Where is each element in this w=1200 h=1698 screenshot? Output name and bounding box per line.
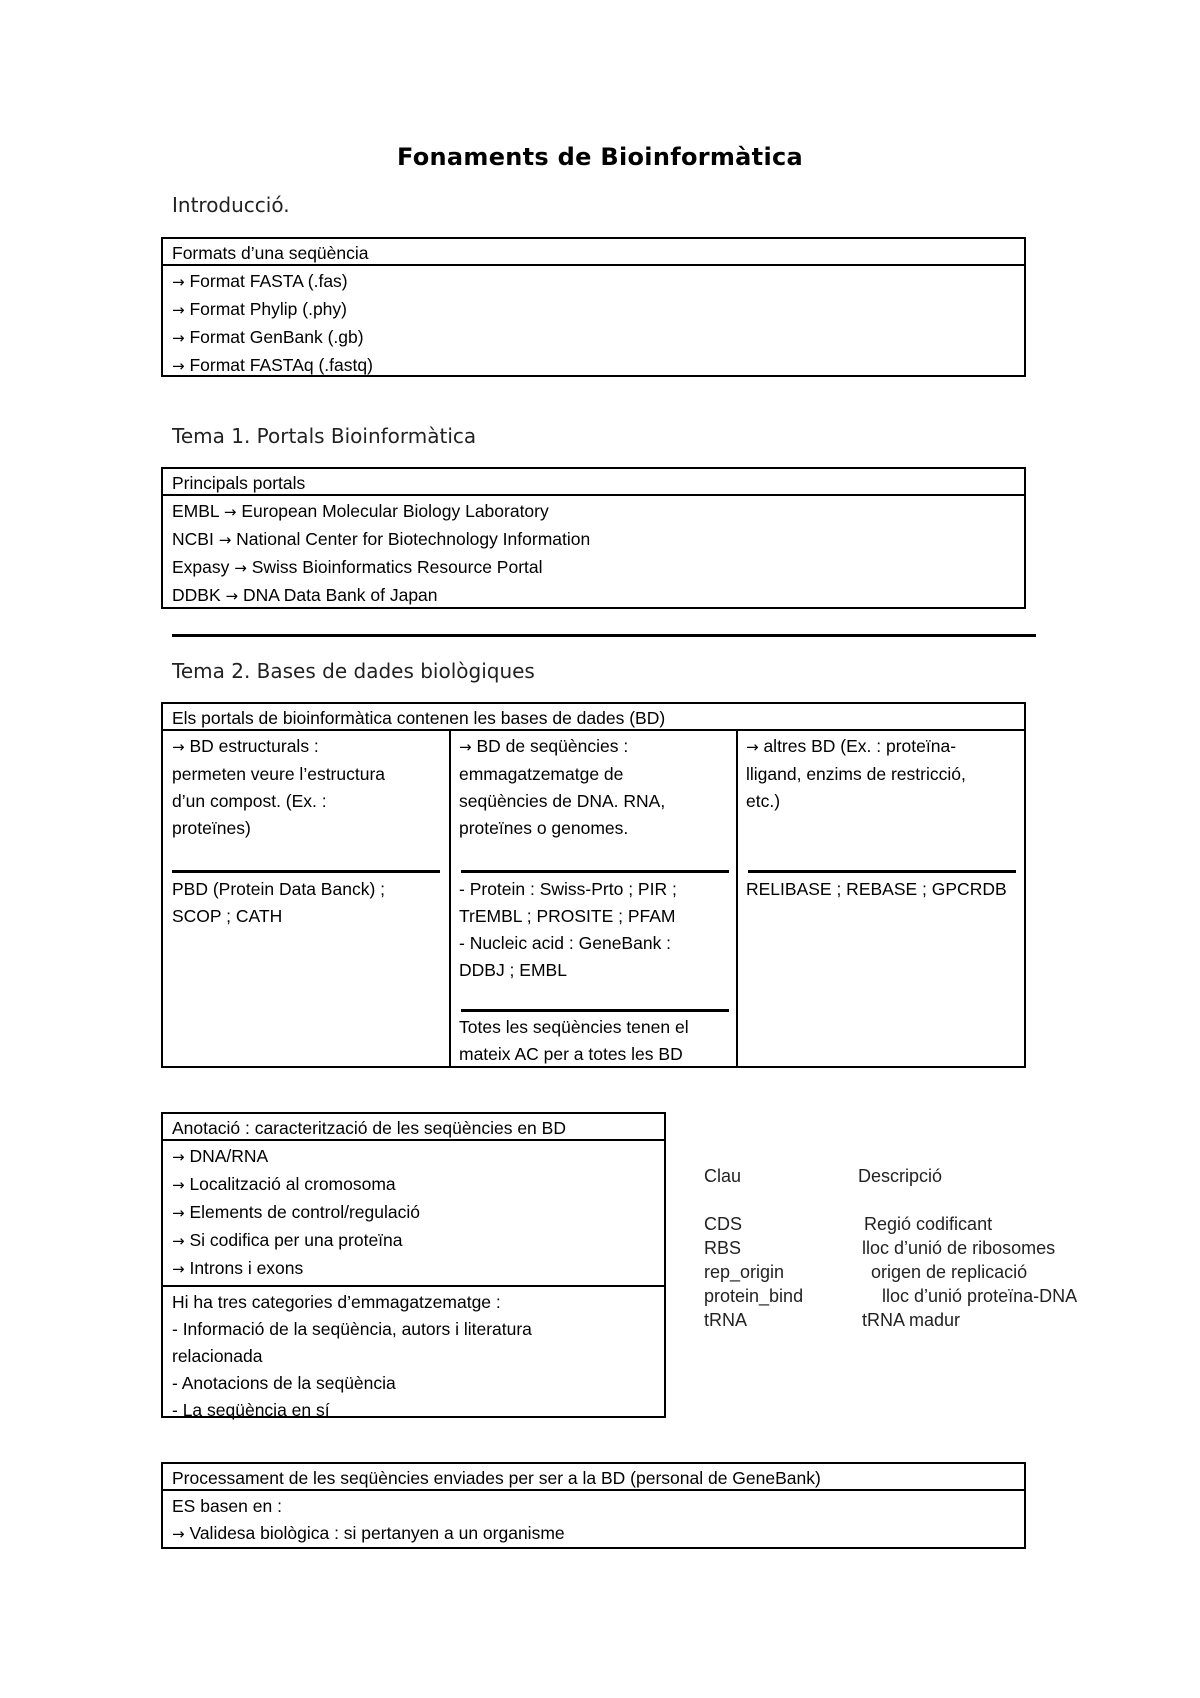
cell-divider <box>748 870 1016 873</box>
bd-col-structural-examples: PBD (Protein Data Banck) ; SCOP ; CATH <box>172 879 385 926</box>
tema1-heading: Tema 1. Portals Bioinformàtica <box>172 424 477 448</box>
bd-col-other: → altres BD (Ex. : proteïna- lligand, enzims de restricció, etc.) <box>746 736 966 811</box>
processing-box-header: Processament de les seqüències enviades per ser a la BD (personal de GeneBank) <box>163 1464 1024 1491</box>
cell-divider <box>172 870 440 873</box>
arrow-right-icon: → <box>172 357 185 375</box>
arrow-right-icon: → <box>223 503 237 521</box>
arrow-right-icon: → <box>172 1204 185 1222</box>
arrow-right-icon: → <box>172 1525 185 1543</box>
list-item: Expasy → Swiss Bioinformatics Resource Portal <box>172 557 543 577</box>
list-item: → Format FASTA (.fas) <box>172 271 348 291</box>
arrow-right-icon: → <box>459 738 472 756</box>
section-divider <box>172 634 1036 637</box>
list-item: → Validesa biològica : si pertanyen a un organisme <box>172 1523 565 1543</box>
arrow-right-icon: → <box>172 1232 185 1250</box>
bd-box <box>161 702 1026 1068</box>
arrow-right-icon: → <box>172 329 185 347</box>
arrow-right-icon: → <box>218 531 232 549</box>
list-item: → Format GenBank (.gb) <box>172 327 364 347</box>
key-cell: protein_bind <box>704 1286 804 1306</box>
keys-header-key: Clau <box>704 1166 742 1186</box>
bd-col-sequences-examples: - Protein : Swiss-Prto ; PIR ; TrEMBL ; PROSITE ; PFAM - Nucleic acid : GeneBank : DDBJ ; EMBL <box>459 879 677 980</box>
annotation-categories: Hi ha tres categories d’emmagatzematge : - Informació de la seqüència, autors i literatura relacionada - Anotacions de la seqüència - La seqüència en sí <box>163 1287 664 1426</box>
arrow-right-icon: → <box>225 587 239 605</box>
annotation-box-header: Anotació : caracterització de les seqüències en BD <box>163 1114 664 1141</box>
bd-col-structural: → BD estructurals : permeten veure l’estructura d’un compost. (Ex. : proteïnes) <box>172 736 386 838</box>
arrow-right-icon: → <box>172 301 185 319</box>
processing-body: ES basen en : → Validesa biològica : si pertanyen a un organisme <box>163 1491 1024 1550</box>
key-cell: CDS <box>704 1214 743 1234</box>
key-cell: tRNA <box>704 1310 748 1330</box>
portals-box <box>161 467 1026 609</box>
arrow-right-icon: → <box>172 1176 185 1194</box>
desc-cell: origen de replicació <box>871 1262 1028 1282</box>
key-cell: rep_origin <box>704 1262 785 1282</box>
arrow-right-icon: → <box>172 1148 185 1166</box>
keys-header-desc: Descripció <box>858 1166 943 1186</box>
arrow-right-icon: → <box>172 1260 185 1278</box>
key-cell: RBS <box>704 1238 742 1258</box>
portals-list <box>163 496 1024 612</box>
processing-box <box>161 1462 1026 1549</box>
list-item: relacionada <box>172 1346 263 1366</box>
formats-box <box>161 237 1026 377</box>
bd-col-sequences: → BD de seqüències : emmagatzematge de seqüències de DNA. RNA, proteïnes o genomes. <box>459 736 666 838</box>
annotation-box <box>161 1112 666 1418</box>
list-item: DDBK → DNA Data Bank of Japan <box>172 585 438 605</box>
arrow-right-icon: → <box>234 559 247 577</box>
list-item: → DNA/RNA <box>172 1146 269 1166</box>
list-item: → Localització al cromosoma <box>172 1174 396 1194</box>
list-item: → Introns i exons <box>172 1258 304 1278</box>
formats-box-header: Formats d’una seqüència <box>163 239 1024 266</box>
list-item: → Format FASTAq (.fastq) <box>172 355 373 375</box>
list-item: - La seqüència en sí <box>172 1400 330 1420</box>
desc-cell: tRNA madur <box>862 1310 961 1330</box>
list-item: → Elements de control/regulació <box>172 1202 420 1222</box>
bd-col-other-examples: RELIBASE ; REBASE ; GPCRDB <box>746 879 1007 899</box>
portals-box-header: Principals portals <box>163 469 1024 496</box>
list-item: - Informació de la seqüència, autors i literatura <box>172 1319 532 1339</box>
arrow-right-icon: → <box>172 273 185 291</box>
page-title: Fonaments de Bioinformàtica <box>397 143 803 171</box>
formats-list <box>163 266 1024 382</box>
bd-box-header: Els portals de bioinformàtica contenen les bases de dades (BD) <box>163 704 1024 731</box>
list-item: EMBL → European Molecular Biology Laboratory <box>172 501 549 521</box>
list-item: NCBI → National Center for Biotechnology Information <box>172 529 591 549</box>
arrow-right-icon: → <box>746 738 759 756</box>
tema2-heading: Tema 2. Bases de dades biològiques <box>172 659 535 683</box>
annotation-list <box>163 1141 664 1287</box>
list-item: → Si codifica per una proteïna <box>172 1230 403 1250</box>
arrow-right-icon: → <box>172 738 185 756</box>
list-item: → Format Phylip (.phy) <box>172 299 347 319</box>
list-item: - Anotacions de la seqüència <box>172 1373 396 1393</box>
desc-cell: Regió codificant <box>864 1214 993 1234</box>
cell-divider <box>461 870 729 873</box>
bd-col-sequences-note: Totes les seqüències tenen el mateix AC per a totes les BD <box>459 1017 689 1064</box>
desc-cell: lloc d’unió de ribosomes <box>862 1238 1056 1258</box>
intro-heading: Introducció. <box>172 193 290 217</box>
desc-cell: lloc d’unió proteïna-DNA <box>882 1286 1078 1306</box>
